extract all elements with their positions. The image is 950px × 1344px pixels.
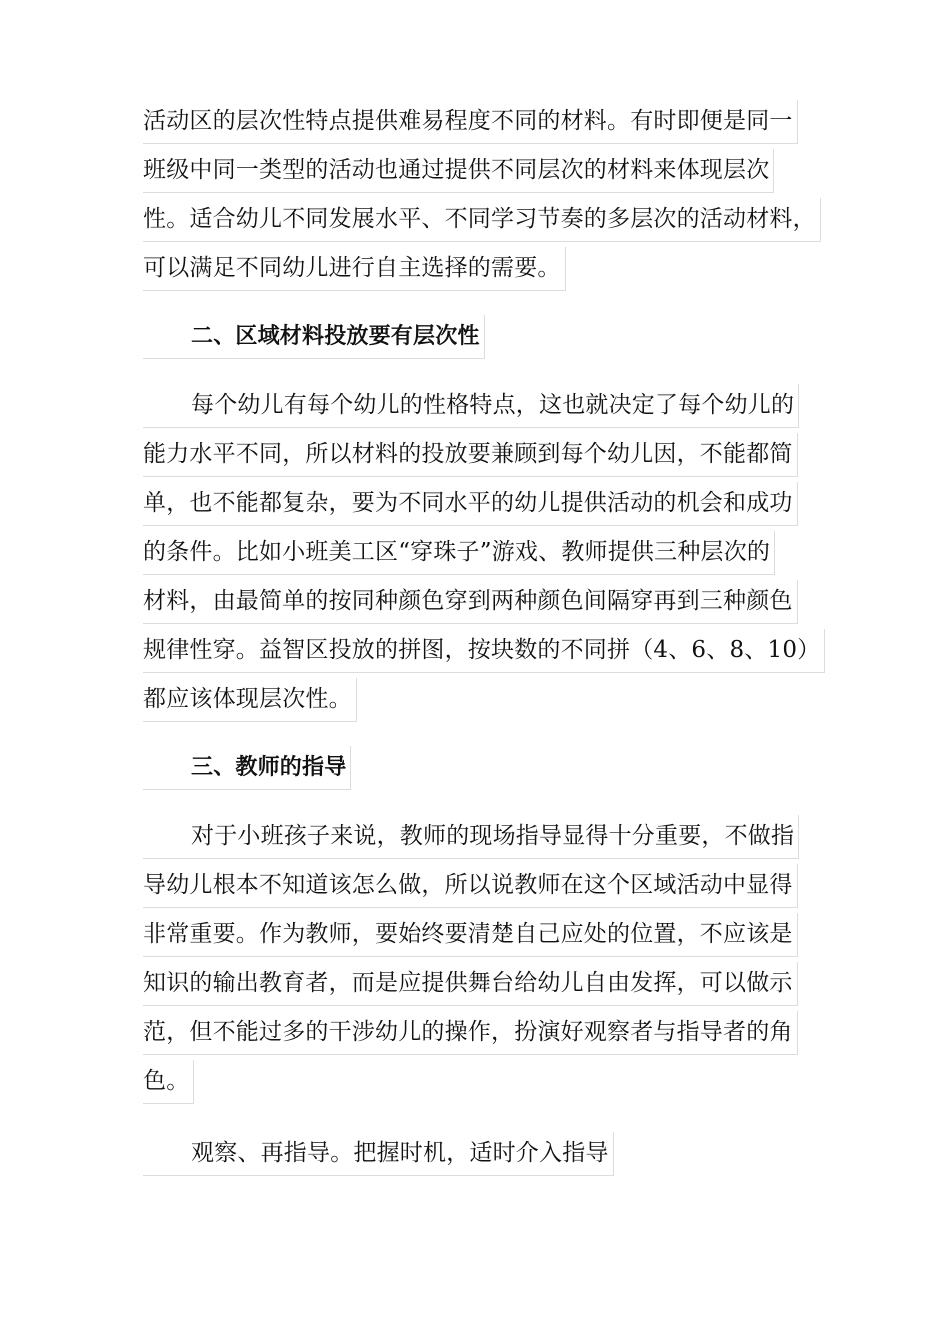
paragraph-2-line-3: 单，也不能都复杂，要为不同水平的幼儿提供活动的机会和成功	[143, 482, 798, 526]
paragraph-1-line-1: 活动区的层次性特点提供难易程度不同的材料。有时即便是同一	[143, 100, 798, 144]
section-heading-3: 三、教师的指导	[143, 746, 351, 790]
paragraph-2-line-5: 材料，由最简单的按同种颜色穿到两种颜色间隔穿再到三种颜色	[143, 580, 798, 624]
paragraph-2-line-7: 都应该体现层次性。	[143, 678, 357, 722]
paragraph-3-line-5: 范，但不能过多的干涉幼儿的操作，扮演好观察者与指导者的角	[143, 1011, 798, 1055]
paragraph-2-line-6: 规律性穿。益智区投放的拼图，按块数的不同拼（4、6、8、10）	[143, 629, 825, 673]
paragraph-3-line-4: 知识的输出教育者，而是应提供舞台给幼儿自由发挥，可以做示	[143, 962, 798, 1006]
paragraph-3-line-1: 对于小班孩子来说，教师的现场指导显得十分重要，不做指	[143, 815, 799, 859]
paragraph-2-line-4: 的条件。比如小班美工区“穿珠子”游戏、教师提供三种层次的	[143, 531, 775, 575]
paragraph-1-line-4: 可以满足不同幼儿进行自主选择的需要。	[143, 247, 566, 291]
paragraph-2-line-2: 能力水平不同，所以材料的投放要兼顾到每个幼儿因，不能都简	[143, 433, 798, 477]
paragraph-3-line-2: 导幼儿根本不知道该怎么做，所以说教师在这个区域活动中显得	[143, 864, 798, 908]
paragraph-3-line-6: 色。	[143, 1060, 194, 1104]
paragraph-2-line-1: 每个幼儿有每个幼儿的性格特点，这也就决定了每个幼儿的	[143, 384, 799, 428]
paragraph-1-line-3: 性。适合幼儿不同发展水平、不同学习节奏的多层次的活动材料，	[143, 198, 821, 242]
paragraph-1-line-2: 班级中同一类型的活动也通过提供不同层次的材料来体现层次	[143, 149, 774, 193]
section-heading-2: 二、区域材料投放要有层次性	[143, 315, 485, 359]
paragraph-4-line-1: 观察、再指导。把握时机，适时介入指导	[143, 1132, 614, 1176]
paragraph-3-line-3: 非常重要。作为教师，要始终要清楚自己应处的位置，不应该是	[143, 913, 798, 957]
